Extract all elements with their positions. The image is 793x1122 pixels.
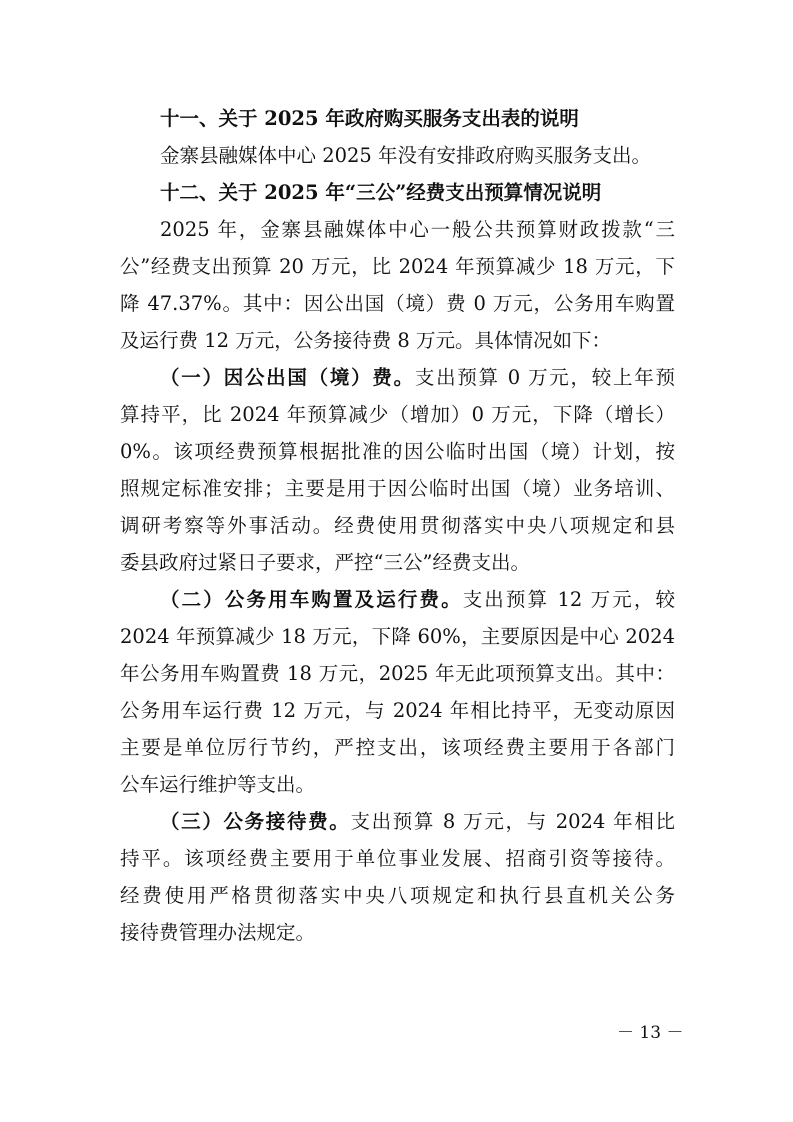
item-3-first-line (120, 803, 675, 840)
section-11-heading: 十一、关于 2025 年政府购买服务支出表的说明 (160, 107, 579, 130)
section-12-intro-line: 公”经费支出预算 20 万元，比 2024 年预算减少 18 万元，下 (120, 255, 675, 278)
item-2-line: 2024 年预算减少 18 万元，下降 60%，主要原因是中心 2024 (120, 625, 675, 648)
item-2-line: 主要是单位厉行节约，严控支出，该项经费主要用于各部门 (120, 736, 675, 759)
section-12-intro-line: 及运行费 12 万元，公务接待费 8 万元。具体情况如下： (120, 329, 612, 352)
item-2-line: 公务用车运行费 12 万元，与 2024 年相比持平，无变动原因 (120, 699, 675, 722)
item-1-first-text: 支出预算 0 万元，较上年预 (414, 366, 675, 389)
item-1-title: （一）因公出国（境）费。 (160, 366, 415, 389)
item-1-line: 委县政府过紧日子要求，严控“三公”经费支出。 (120, 551, 530, 574)
section-12-heading: 十二、关于 2025 年“三公”经费支出预算情况说明 (160, 181, 602, 204)
item-2-title: （二）公务用车购置及运行费。 (160, 588, 463, 611)
section-11-text: 金寨县融媒体中心 2025 年没有安排政府购买服务支出。 (160, 144, 652, 167)
item-3-title: （三）公务接待费。 (160, 810, 351, 833)
item-3-line: 经费使用严格贯彻落实中央八项规定和执行县直机关公务 (120, 884, 675, 907)
item-2-line: 公车运行维护等支出。 (120, 773, 316, 796)
section-12-intro-line: 2025 年，金寨县融媒体中心一般公共预算财政拨款“三 (160, 218, 675, 241)
document-page (120, 100, 675, 951)
page-number: － 13 － (617, 1023, 684, 1043)
item-1-line: 照规定标准安排；主要是用于因公临时出国（境）业务培训、 (120, 477, 675, 500)
item-1-first-line (120, 359, 675, 396)
section-12-intro-line: 降 47.37%。其中：因公出国（境）费 0 万元，公务用车购置 (120, 292, 675, 315)
item-2-first-line (120, 581, 675, 618)
item-3-line: 接待费管理办法规定。 (120, 921, 316, 944)
item-2-line: 年公务用车购置费 18 万元，2025 年无此项预算支出。其中： (120, 662, 675, 685)
item-3-line: 持平。该项经费主要用于单位事业发展、招商引资等接待。 (120, 847, 675, 870)
item-1-line: 0%。该项经费预算根据批准的因公临时出国（境）计划，按 (120, 440, 675, 463)
item-1-line: 算持平，比 2024 年预算减少（增加）0 万元，下降（增长） (120, 403, 675, 426)
item-1-line: 调研考察等外事活动。经费使用贯彻落实中央八项规定和县 (120, 514, 675, 537)
item-3-first-text: 支出预算 8 万元，与 2024 年相比 (350, 810, 675, 833)
item-2-first-text: 支出预算 12 万元，较 (462, 588, 675, 611)
